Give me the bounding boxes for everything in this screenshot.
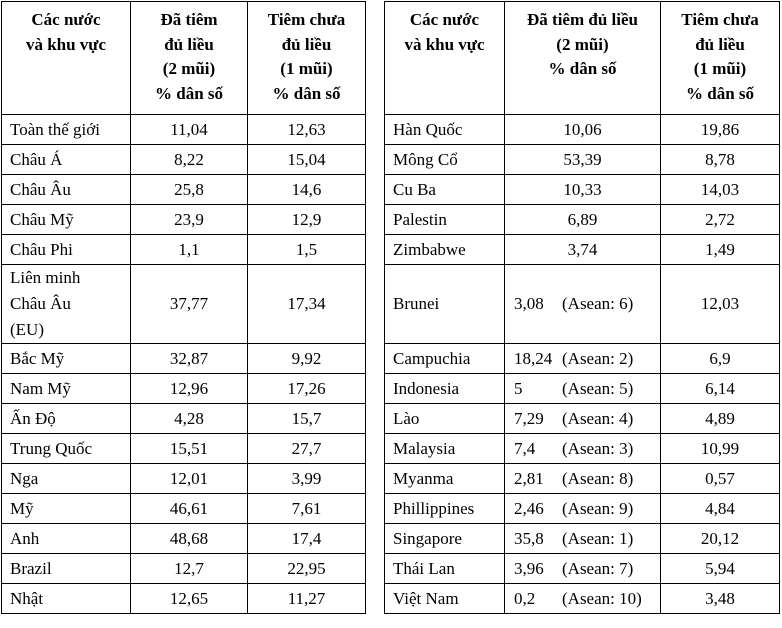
table-row: [385, 464, 780, 494]
partial-dose-value: 0,57: [661, 464, 780, 494]
full-dose-value: 48,68: [131, 524, 248, 554]
full-dose-number: 3,08: [514, 294, 544, 313]
region-name-line: Châu Âu: [10, 294, 71, 313]
partial-dose-value: 5,94: [661, 554, 780, 584]
country-name: Campuchia: [385, 344, 505, 374]
table-row: [385, 145, 780, 175]
table-row: [385, 524, 780, 554]
table-row: [385, 404, 780, 434]
full-dose-number: 18,24: [514, 348, 553, 368]
full-dose-value: 12,01: [131, 464, 248, 494]
asean-rank: (Asean: 7): [562, 558, 634, 578]
partial-dose-value: 17,4: [248, 524, 366, 554]
header-line: đủ liều: [281, 34, 332, 54]
table-row: [385, 494, 780, 524]
table-row: [2, 235, 366, 265]
full-dose-value: [505, 374, 661, 404]
partial-dose-value: 14,03: [661, 175, 780, 205]
header-row: [2, 2, 366, 115]
header-line: % dân số: [548, 59, 617, 78]
table-row: [2, 434, 366, 464]
asean-rank: (Asean: 9): [562, 498, 634, 518]
full-dose-value: 46,61: [131, 494, 248, 524]
table-row: [2, 344, 366, 374]
partial-dose-value: 17,34: [248, 265, 366, 344]
full-dose-number: 2,81: [514, 468, 544, 488]
partial-dose-value: 15,7: [248, 404, 366, 434]
header-line: Đã tiêm: [160, 10, 218, 29]
table-row: [385, 374, 780, 404]
partial-dose-value: 14,6: [248, 175, 366, 205]
table-row: [385, 235, 780, 265]
region-name: Châu Âu: [2, 175, 131, 205]
partial-dose-value: 9,92: [248, 344, 366, 374]
table-row: [385, 175, 780, 205]
header-line: (2 mũi): [556, 34, 609, 54]
full-dose-number: 35,8: [514, 528, 544, 548]
country-name: Lào: [385, 404, 505, 434]
table-row: [2, 205, 366, 235]
country-name: Malaysia: [385, 434, 505, 464]
table-row: [2, 464, 366, 494]
table-row: [385, 554, 780, 584]
table-row: [2, 374, 366, 404]
full-dose-value: 10,06: [505, 115, 661, 145]
full-dose-value: [505, 404, 661, 434]
header-line: % dân số: [154, 83, 224, 103]
full-dose-value: 6,89: [505, 205, 661, 235]
country-name: Cu Ba: [385, 175, 505, 205]
full-dose-number: 2,46: [514, 498, 544, 518]
asean-rank: (Asean: 1): [562, 528, 634, 548]
table-row: [2, 265, 366, 344]
full-dose-value: [505, 524, 661, 554]
header-line: (2 mũi): [162, 59, 216, 78]
region-name: Bắc Mỹ: [2, 344, 131, 374]
partial-dose-value: 1,49: [661, 235, 780, 265]
partial-dose-value: 3,99: [248, 464, 366, 494]
header-full-dose: [505, 2, 661, 115]
full-dose-value: 12,65: [131, 584, 248, 614]
partial-dose-value: 11,27: [248, 584, 366, 614]
full-dose-value: [505, 584, 661, 614]
partial-dose-value: 8,78: [661, 145, 780, 175]
country-name: Myanma: [385, 464, 505, 494]
partial-dose-value: 4,89: [661, 404, 780, 434]
header-line: (1 mũi): [280, 59, 333, 78]
partial-dose-value: 17,26: [248, 374, 366, 404]
partial-dose-value: 22,95: [248, 554, 366, 584]
country-name: Zimbabwe: [385, 235, 505, 265]
full-dose-value: [505, 344, 661, 374]
partial-dose-value: 10,99: [661, 434, 780, 464]
header-line: (1 mũi): [693, 59, 747, 78]
country-name: Singapore: [385, 524, 505, 554]
country-name: Hàn Quốc: [385, 115, 505, 145]
region-name: Brazil: [2, 554, 131, 584]
partial-dose-value: 15,04: [248, 145, 366, 175]
full-dose-value: 4,28: [131, 404, 248, 434]
table-row: [2, 554, 366, 584]
region-name: Ấn Độ: [2, 404, 131, 434]
header-region: [385, 2, 505, 115]
header-line: Đã tiêm đủ liều: [527, 10, 638, 29]
partial-dose-value: 6,14: [661, 374, 780, 404]
partial-dose-value: 12,03: [661, 265, 780, 344]
full-dose-value: 1,1: [131, 235, 248, 265]
table-row: [2, 145, 366, 175]
header-partial-dose: [661, 2, 780, 115]
header-partial-dose: [248, 2, 366, 115]
full-dose-value: [505, 434, 661, 464]
full-dose-value: [505, 464, 661, 494]
full-dose-value: 23,9: [131, 205, 248, 235]
country-name: Indonesia: [385, 374, 505, 404]
region-name: Châu Phi: [2, 235, 131, 265]
header-line: và khu vực: [404, 34, 485, 54]
country-name: Brunei: [385, 265, 505, 344]
full-dose-number: 0,2: [514, 588, 536, 608]
header-full-dose: [131, 2, 248, 115]
partial-dose-value: 19,86: [661, 115, 780, 145]
full-dose-number: 7,4: [514, 438, 536, 458]
full-dose-value: 10,33: [505, 175, 661, 205]
full-dose-value: 32,87: [131, 344, 248, 374]
partial-dose-value: 1,5: [248, 235, 366, 265]
full-dose-value: 53,39: [505, 145, 661, 175]
region-name: Nhật: [2, 584, 131, 614]
header-line: Các nước: [409, 10, 480, 29]
full-dose-value: 12,96: [131, 374, 248, 404]
region-name: Trung Quốc: [2, 434, 131, 464]
table-row: [2, 404, 366, 434]
vaccination-table-right: [384, 1, 780, 614]
header-line: và khu vực: [25, 34, 107, 54]
country-name: Mông Cổ: [385, 145, 505, 175]
country-name: Phillippines: [385, 494, 505, 524]
full-dose-value: 12,7: [131, 554, 248, 584]
header-line: % dân số: [272, 83, 341, 103]
header-region: [2, 2, 131, 115]
full-dose-value: 37,77: [131, 265, 248, 344]
partial-dose-value: 3,48: [661, 584, 780, 614]
partial-dose-value: 12,63: [248, 115, 366, 145]
asean-rank: (Asean: 3): [562, 438, 634, 458]
table-row: [2, 175, 366, 205]
asean-rank: (Asean: 10): [562, 588, 642, 608]
header-line: đủ liều: [695, 34, 745, 54]
region-name-line: (EU): [10, 320, 44, 339]
region-name: Nam Mỹ: [2, 374, 131, 404]
partial-dose-value: 6,9: [661, 344, 780, 374]
table-row: [385, 265, 780, 344]
asean-rank: (Asean: 2): [562, 348, 634, 368]
table-row: [385, 584, 780, 614]
table-row: [2, 115, 366, 145]
region-name: Toàn thế giới: [2, 115, 131, 145]
country-name: Thái Lan: [385, 554, 505, 584]
partial-dose-value: 4,84: [661, 494, 780, 524]
table-row: [2, 494, 366, 524]
header-line: Tiêm chưa: [681, 10, 759, 29]
full-dose-value: [505, 265, 661, 344]
table-row: [2, 524, 366, 554]
full-dose-value: [505, 554, 661, 584]
full-dose-value: 15,51: [131, 434, 248, 464]
full-dose-value: 25,8: [131, 175, 248, 205]
region-name: Nga: [2, 464, 131, 494]
partial-dose-value: 2,72: [661, 205, 780, 235]
vaccination-table-left: [1, 1, 366, 614]
table-row: [385, 205, 780, 235]
asean-rank: (Asean: 4): [562, 408, 634, 428]
region-name-line: Liên minh: [10, 268, 81, 287]
header-line: % dân số: [685, 83, 755, 103]
full-dose-number: 3,96: [514, 558, 544, 578]
partial-dose-value: 12,9: [248, 205, 366, 235]
header-line: Tiêm chưa: [267, 10, 346, 29]
header-row: [385, 2, 780, 115]
region-name: Châu Á: [2, 145, 131, 175]
full-dose-value: 11,04: [131, 115, 248, 145]
full-dose-value: 8,22: [131, 145, 248, 175]
country-name: Palestin: [385, 205, 505, 235]
partial-dose-value: 7,61: [248, 494, 366, 524]
partial-dose-value: 27,7: [248, 434, 366, 464]
table-row: [385, 344, 780, 374]
full-dose-number: 7,29: [514, 408, 544, 428]
region-name: Mỹ: [2, 494, 131, 524]
partial-dose-value: 20,12: [661, 524, 780, 554]
region-name: Anh: [2, 524, 131, 554]
asean-rank: (Asean: 6): [562, 294, 634, 313]
table-row: [385, 434, 780, 464]
table-row: [385, 115, 780, 145]
full-dose-number: 5: [514, 378, 523, 398]
header-line: Các nước: [31, 10, 101, 29]
country-name: Việt Nam: [385, 584, 505, 614]
full-dose-value: [505, 494, 661, 524]
full-dose-value: 3,74: [505, 235, 661, 265]
asean-rank: (Asean: 8): [562, 468, 634, 488]
region-name: [2, 265, 131, 344]
table-row: [2, 584, 366, 614]
header-line: đủ liều: [164, 34, 214, 54]
asean-rank: (Asean: 5): [562, 378, 634, 398]
region-name: Châu Mỹ: [2, 205, 131, 235]
